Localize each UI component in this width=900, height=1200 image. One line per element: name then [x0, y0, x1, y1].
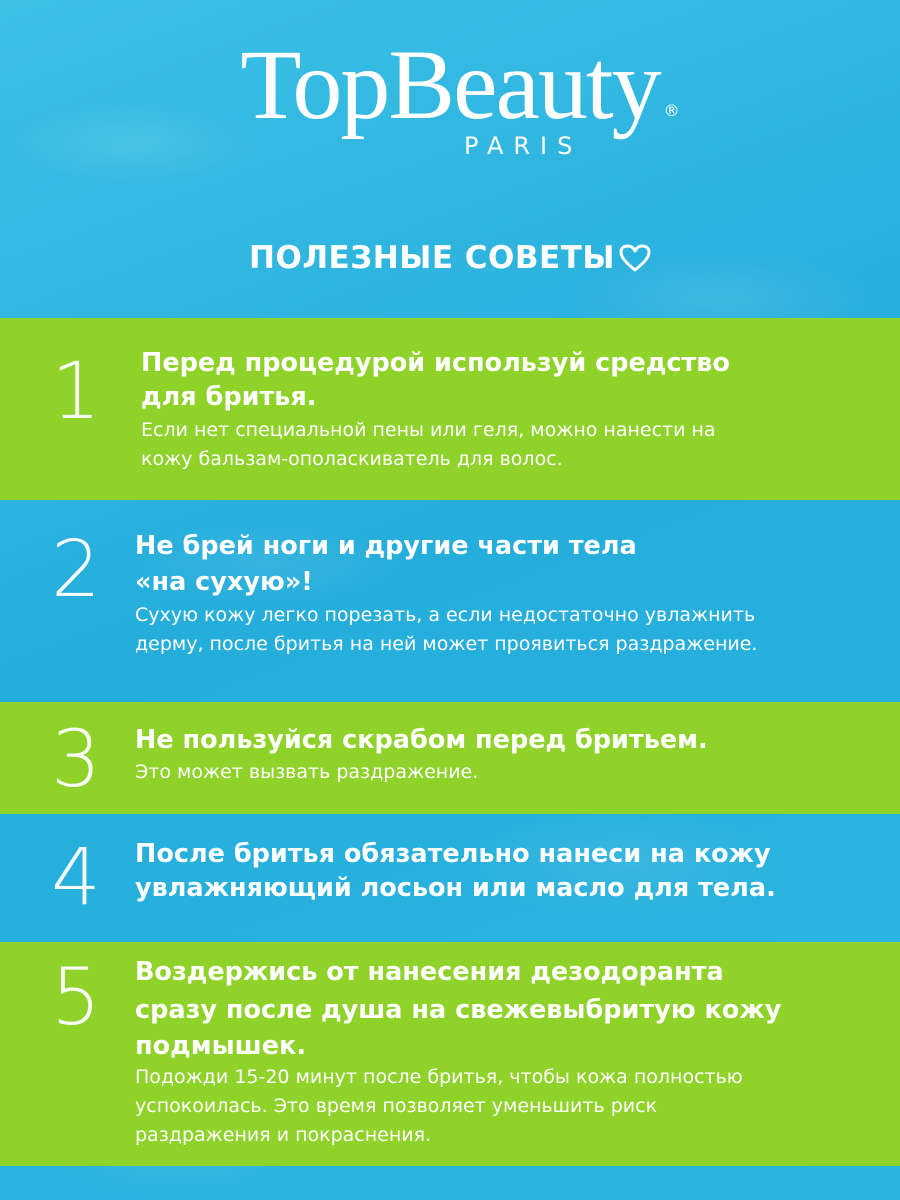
tip-title-line: подмышек.: [135, 1031, 307, 1061]
tip-title-line: увлажняющий лосьон или масло для тела.: [135, 873, 776, 903]
tip-text-line: Это может вызвать раздражение.: [135, 761, 479, 783]
tip-text-line: раздражения и покраснения.: [135, 1124, 432, 1146]
tip-text-line: Если нет специальной пены или геля, можно нанести на: [141, 419, 716, 441]
tip-title-line: «на сухую»!: [135, 567, 313, 597]
brand-name: TopBeauty: [240, 29, 660, 140]
tip-number: 5: [51, 953, 101, 1043]
tip-title-line: Перед процедурой используй средство: [141, 348, 730, 378]
tip-4: [0, 814, 900, 942]
tip-number: 3: [51, 715, 101, 805]
brand-wordmark: [240, 29, 678, 140]
tip-text-line: дерму, после бритья на ней может проявиться раздражение.: [135, 633, 758, 655]
tip-number: 4: [51, 833, 101, 923]
headline-text: ПОЛЕЗНЫЕ СОВЕТЫ: [249, 240, 615, 276]
tip-text-line: успокоилась. Это время позволяет уменьшить риск: [135, 1095, 658, 1117]
heart-outline-icon: [619, 244, 651, 280]
tip-5: [0, 942, 900, 1166]
brand-logo: [0, 30, 900, 140]
tip-text-line: Сухую кожу легко порезать, а если недостаточно увлажнить: [135, 604, 756, 626]
tip-text-line: Подожди 15-20 минут после бритья, чтобы кожа полностью: [135, 1066, 743, 1088]
tip-title-line: для бритья.: [141, 382, 317, 412]
tip-number: 1: [51, 347, 101, 437]
tip-title-line: Не пользуйся скрабом перед бритьем.: [135, 725, 708, 755]
tip-title-line: После бритья обязательно нанеси на кожу: [135, 839, 771, 869]
tip-3: [0, 702, 900, 814]
tip-title-line: Не брей ноги и другие части тела: [135, 531, 637, 561]
tip-number: 2: [51, 525, 101, 615]
brand-subtitle: PARIS: [464, 132, 583, 160]
tip-title-line: сразу после душа на свежевыбритую кожу: [135, 995, 782, 1025]
registered-mark: ®: [663, 101, 678, 120]
page-headline: [0, 240, 900, 280]
tip-text-line: кожу бальзам-ополаскиватель для волос.: [141, 448, 563, 470]
tip-title-line: Воздержись от нанесения дезодоранта: [135, 957, 724, 987]
tip-1: [0, 318, 900, 500]
tip-2: [0, 500, 900, 702]
